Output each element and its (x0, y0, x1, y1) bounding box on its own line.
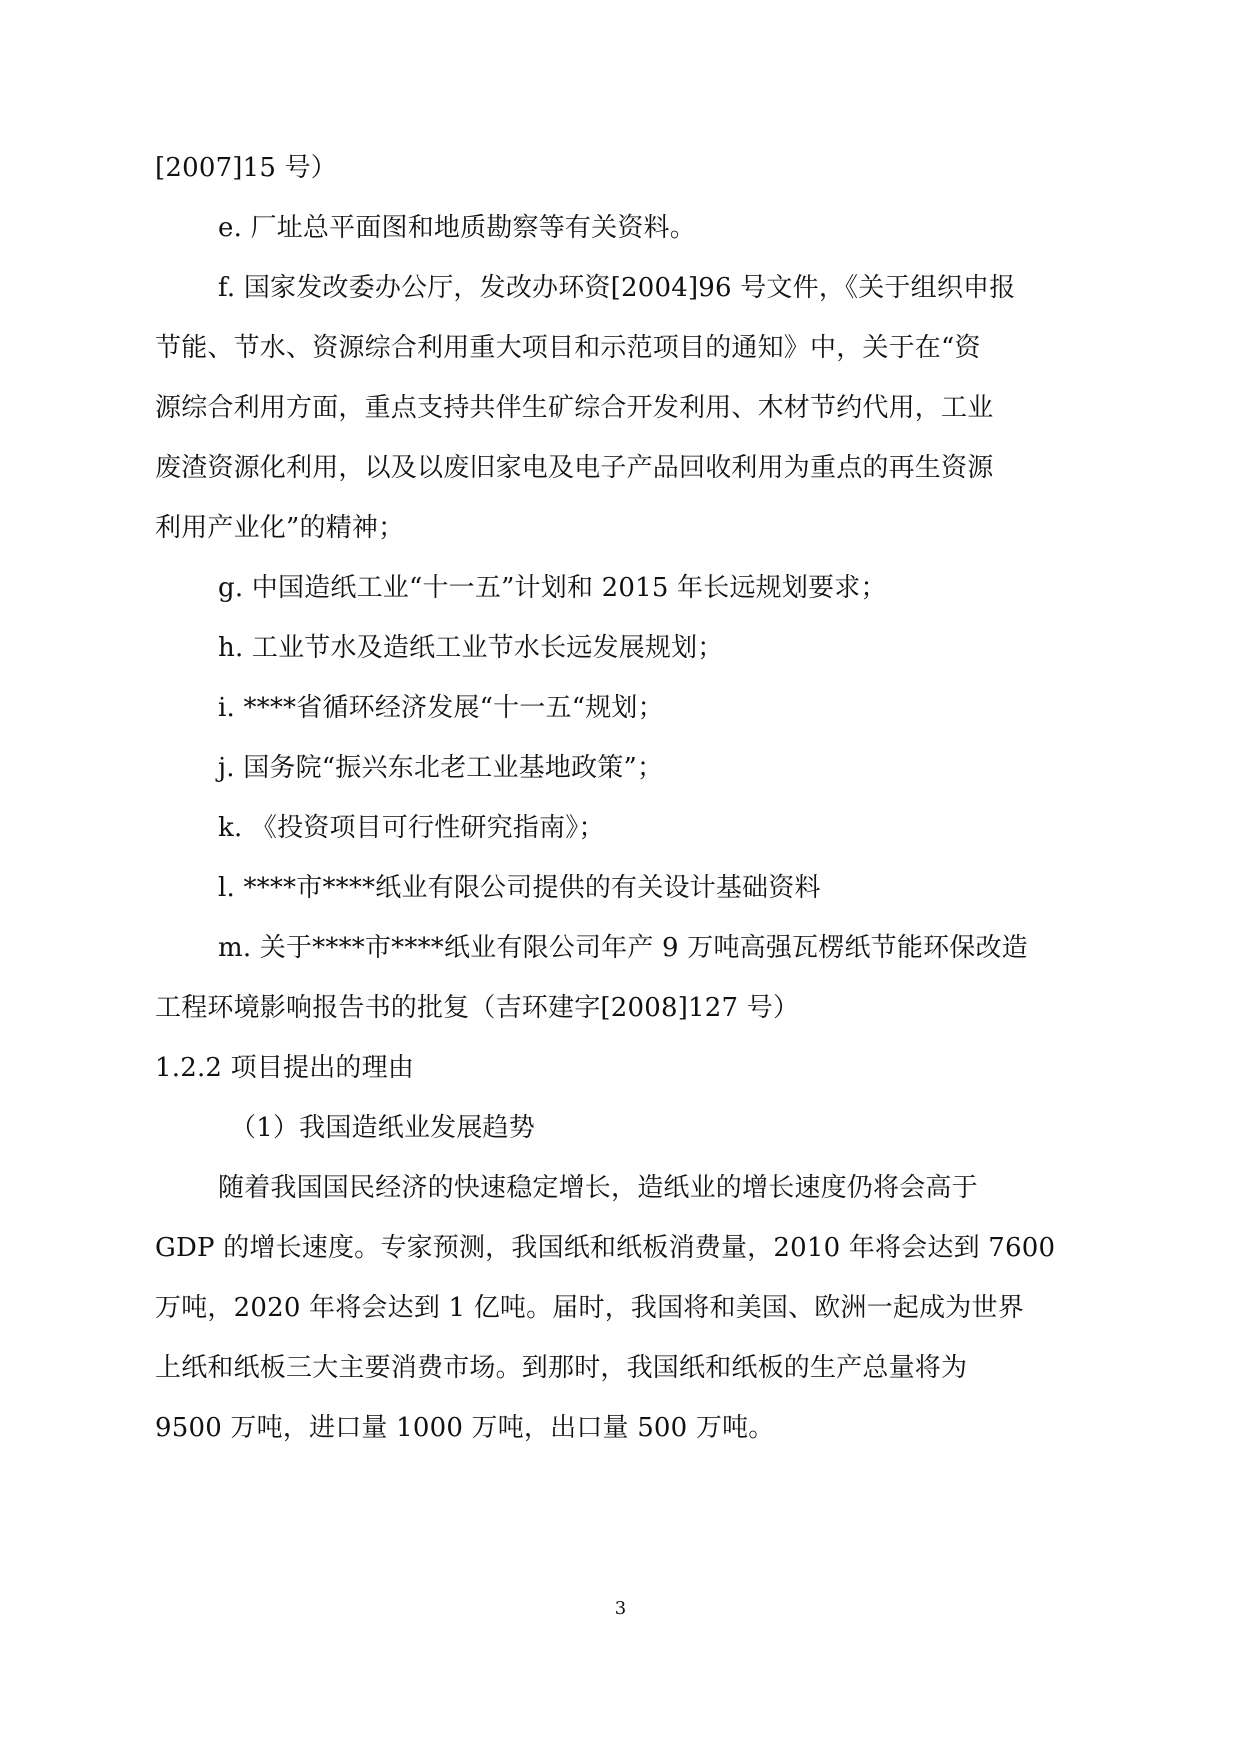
subsection-heading: （1）我国造纸业发展趋势 (230, 1113, 535, 1143)
list-item-k: k. 《投资项目可行性研究指南》； (218, 813, 605, 843)
section-heading: 1.2.2 项目提出的理由 (155, 1053, 415, 1083)
list-item-h: h. 工业节水及造纸工业节水长远发展规划； (218, 633, 724, 663)
list-item-l: l. ****市****纸业有限公司提供的有关设计基础资料 (218, 873, 821, 903)
paragraph-line-2: GDP 的增长速度。专家预测，我国纸和纸板消费量，2010 年将会达到 7600 (155, 1233, 1056, 1263)
page-number: 3 (614, 1598, 627, 1619)
paragraph-line-5: 9500 万吨，进口量 1000 万吨，出口量 500 万吨。 (155, 1413, 775, 1443)
list-item-j: j. 国务院“振兴东北老工业基地政策”； (218, 753, 664, 783)
list-item-e: e. 厂址总平面图和地质勘察等有关资料。 (218, 213, 696, 243)
list-item-m-line-2: 工程环境影响报告书的批复（吉环建字[2008]127 号） (155, 993, 800, 1023)
list-item-f-line-5: 利用产业化”的精神； (155, 513, 405, 543)
list-item-m: m. 关于****市****纸业有限公司年产 9 万吨高强瓦楞纸节能环保改造 (218, 933, 1028, 963)
list-item-f: f. 国家发改委办公厅，发改办环资[2004]96 号文件，《关于组织申报 (218, 273, 1016, 303)
text-line-continuation: [2007]15 号） (155, 153, 338, 183)
list-item-f-line-4: 废渣资源化利用，以及以废旧家电及电子产品回收利用为重点的再生资源 (155, 453, 994, 483)
list-item-g: g. 中国造纸工业“十一五”计划和 2015 年长远规划要求； (218, 573, 887, 603)
paragraph-line-4: 上纸和纸板三大主要消费市场。到那时，我国纸和纸板的生产总量将为 (155, 1353, 968, 1383)
paragraph-line-1: 随着我国国民经济的快速稳定增长，造纸业的增长速度仍将会高于 (218, 1173, 978, 1203)
paragraph-line-3: 万吨，2020 年将会达到 1 亿吨。届时，我国将和美国、欧洲一起成为世界 (155, 1293, 1024, 1323)
list-item-f-line-2: 节能、节水、资源综合利用重大项目和示范项目的通知》中，关于在“资 (155, 333, 981, 363)
list-item-i: i. ****省循环经济发展“十一五“规划； (218, 693, 664, 723)
list-item-f-line-3: 源综合利用方面，重点支持共伴生矿综合开发利用、木材节约代用，工业 (155, 393, 994, 423)
